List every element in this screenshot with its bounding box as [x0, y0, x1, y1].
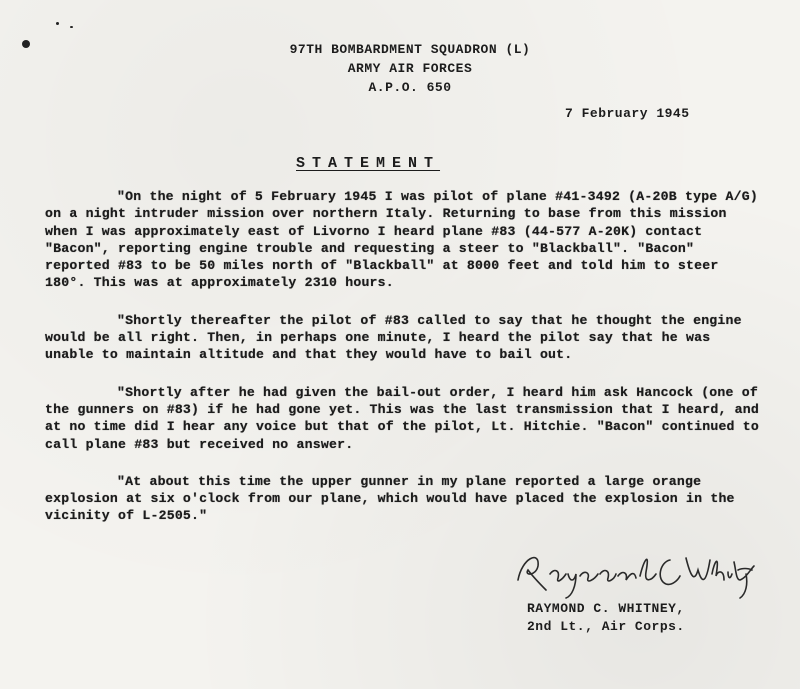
paragraph-4: "At about this time the upper gunner in my plane reported a large orange explosion at six o'clock from our plane, which would have placed the explosion in the vicinity of L-2505."	[45, 473, 735, 524]
document-date: 7 February 1945	[565, 106, 690, 121]
squadron-name: 97TH BOMBARDMENT SQUADRON (L)	[289, 42, 531, 57]
post-office: A.P.O. 650	[368, 80, 452, 95]
ink-speck	[70, 26, 73, 28]
signature-block	[527, 600, 685, 636]
ink-speck	[56, 22, 59, 25]
paragraph-1: "On the night of 5 February 1945 I was pilot of plane #41-3492 (A-20B type A/G) on a night intruder mission over northern Italy. Returning to base from this mission when I was approximately east of Livorno I heard plane #83 (44-577 A-20K) contact "Bacon", reporting engine trouble and requesting a steer to "Blackball". "Bacon" reported #83 to be 50 miles north of "Blackball" at 8000 feet and told him to steer 180°. This was at approximately 2310 hours.	[45, 189, 758, 291]
branch-name: ARMY AIR FORCES	[347, 61, 473, 76]
document-title: STATEMENT	[296, 155, 441, 172]
handwritten-signature	[510, 540, 760, 600]
signer-rank: 2nd Lt., Air Corps.	[527, 619, 685, 634]
letterhead	[0, 40, 800, 97]
statement-body	[45, 188, 765, 545]
signer-name: RAYMOND C. WHITNEY,	[527, 601, 685, 616]
paragraph-2: "Shortly thereafter the pilot of #83 called to say that he thought the engine would be all right. Then, in perhaps one minute, I heard the pilot say that he was unable to maintain altitude and that they would have to bail out.	[45, 312, 742, 363]
paragraph-3: "Shortly after he had given the bail-out order, I heard him ask Hancock (one of the gunners on #83) if he had gone yet. This was the last transmission that I heard, and at no time did I hear any voice but that of the pilot, Lt. Hitchie. "Bacon" continued to call plane #83 but received no answer.	[45, 384, 760, 452]
